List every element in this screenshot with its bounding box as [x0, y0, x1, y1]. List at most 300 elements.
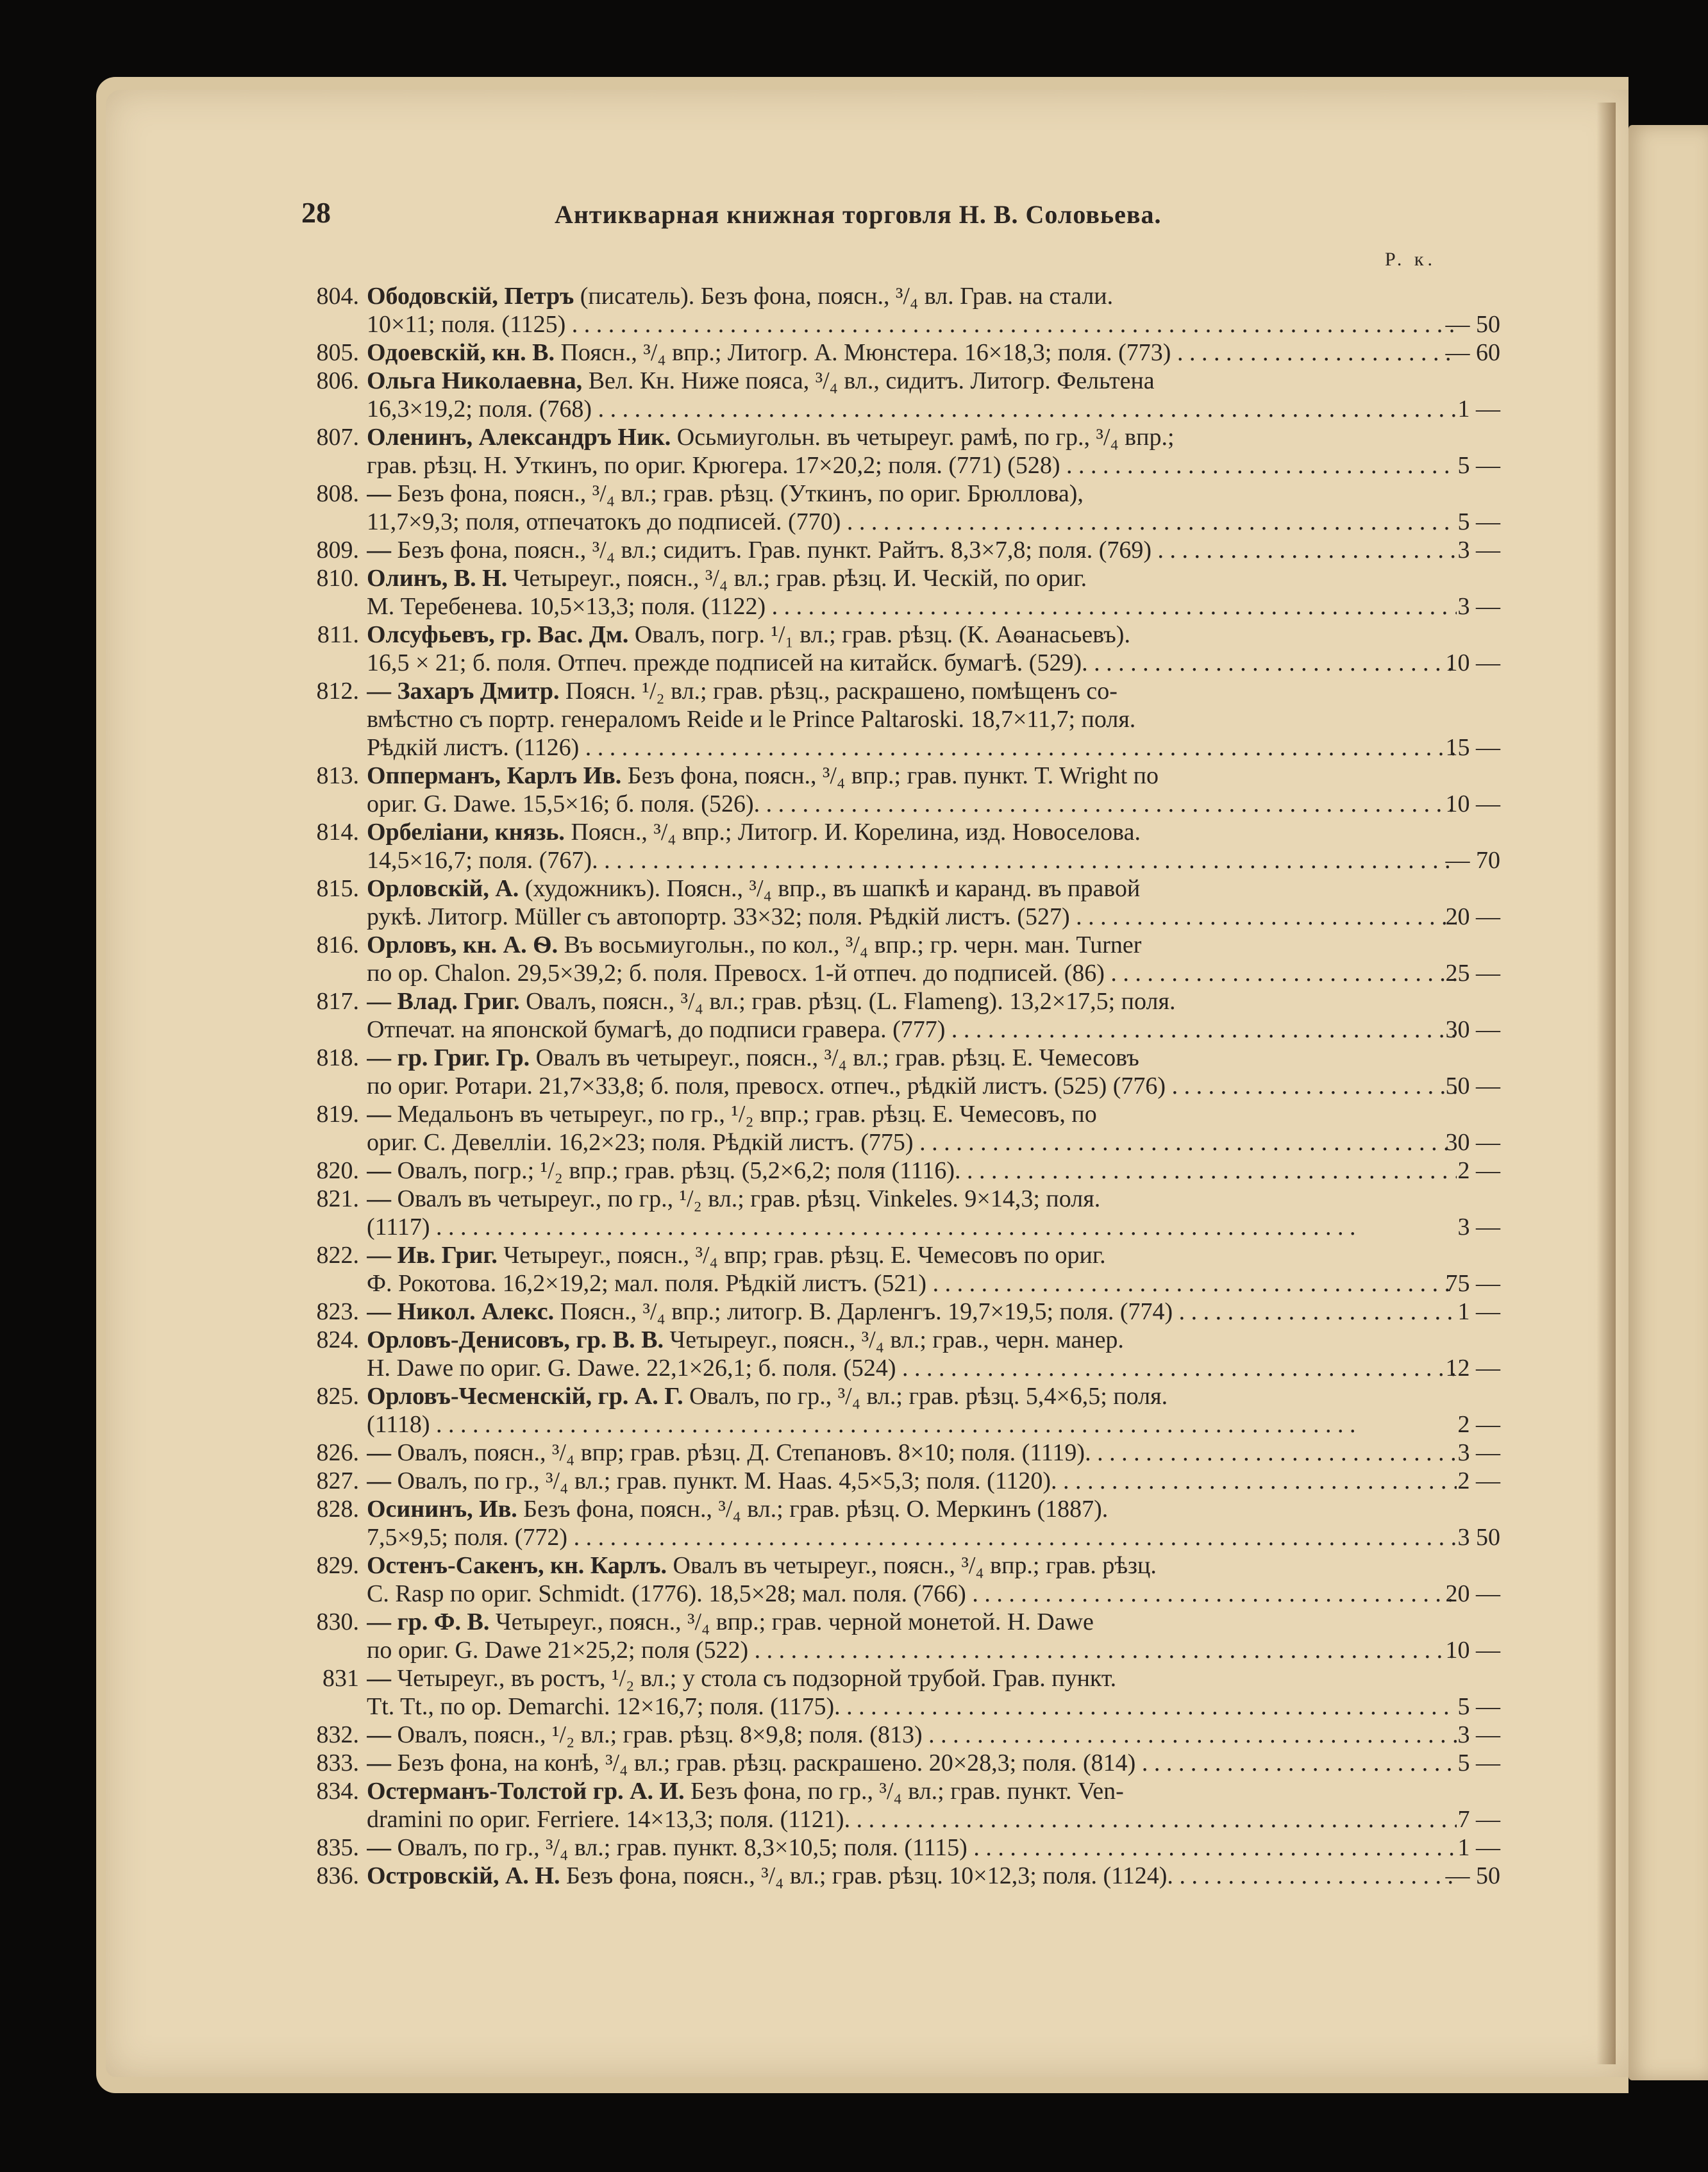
- entry-text: [367, 1439, 1457, 1467]
- entry-line: [295, 677, 1577, 705]
- entry-description: грав. рѣзц. Н. Уткинъ, по ориг. Крюгера. 17×20,2; поля. (771) (528): [367, 452, 1060, 479]
- entry-name: Оленинъ, Александръ Ник.: [367, 424, 677, 451]
- entry-name: — Влад. Григ.: [367, 988, 526, 1015]
- entry-description: по ориг. Ротари. 21,7×33,8; б. поля, превосх. отпеч., рѣдкій листъ. (525) (776): [367, 1073, 1166, 1099]
- catalog-entry: [295, 1241, 1577, 1298]
- entry-name: Орбеліани, князь.: [367, 819, 571, 846]
- entry-number: 811.: [317, 621, 359, 648]
- entry-text: [367, 1241, 1457, 1269]
- entry-text: [367, 367, 1457, 395]
- entry-text: [367, 1044, 1457, 1072]
- entry-description: 16,3×19,2; поля. (768): [367, 396, 592, 422]
- entry-description: Четыреуг., въ ростъ, ¹/₂ вл.; у стола съ подзорной трубой. Грав. пункт.: [397, 1665, 1117, 1692]
- entry-line: [295, 1354, 1577, 1382]
- entry-description: Безъ фона, поясн., ³/₄ вл.; грав. рѣзц. О. Меркинъ (1887).: [523, 1496, 1109, 1523]
- entry-description: (писатель). Безъ фона, поясн., ³/₄ вл. Грав. на стали.: [580, 283, 1114, 310]
- entry-description: H. Dawe по ориг. G. Dawe. 22,1×26,1; б. поля. (524): [367, 1355, 896, 1382]
- entry-description: dramini по ориг. Ferriere. 14×13,3; поля. (1121).: [367, 1806, 851, 1833]
- entry-number: 827.: [316, 1467, 359, 1494]
- entry-text: [367, 1664, 1457, 1692]
- entry-name: Ободовскій, Петръ: [367, 283, 580, 310]
- entry-description: Овалъ, по гр., ³/₄ вл.; грав. пункт. М. Haas. 4,5×5,3; поля. (1120).: [397, 1467, 1057, 1494]
- catalog-entry: [295, 1100, 1577, 1157]
- catalog-entry: [295, 1298, 1577, 1326]
- entry-name: Остерманъ-Толстой гр. А. И.: [367, 1778, 691, 1805]
- entry-text: [367, 762, 1457, 790]
- page-header: [301, 196, 1359, 240]
- entry-line: [295, 649, 1577, 677]
- entry-line: [295, 480, 1577, 508]
- entry-text: [367, 1157, 1457, 1185]
- entry-text: [367, 536, 1457, 564]
- entry-line: [295, 1608, 1577, 1636]
- entry-number: 804.: [316, 283, 359, 310]
- entry-number: 830.: [316, 1608, 359, 1635]
- entry-text: [367, 1326, 1457, 1354]
- catalog-entry: [295, 282, 1577, 338]
- entry-description: Безъ фона, поясн., ³/₄ вл.; грав. рѣзц. (Уткинъ, по ориг. Брюллова),: [397, 480, 1084, 507]
- catalog-entry: [295, 564, 1577, 621]
- entry-line: [295, 1185, 1577, 1213]
- entry-name: —: [367, 1665, 398, 1692]
- entry-description: ориг. С. Девелліи. 16,2×23; поля. Рѣдкій листъ. (775): [367, 1129, 914, 1156]
- entry-text: [367, 1636, 1457, 1664]
- entry-description: Овалъ, погр. ¹/₁ вл.; грав. рѣзц. (К. Аѳанасьевъ).: [634, 621, 1130, 648]
- entry-text: [367, 874, 1457, 903]
- entry-name: Орловъ, кн. А. Ѳ.: [367, 931, 564, 958]
- entry-text: [367, 733, 1457, 762]
- entry-text: [367, 1015, 1457, 1044]
- entry-text: [367, 1551, 1457, 1580]
- entry-text: [367, 903, 1457, 931]
- entry-line: [295, 451, 1577, 480]
- entry-line: [295, 1721, 1577, 1749]
- entry-number: 825.: [316, 1383, 359, 1410]
- entry-number: 808.: [316, 480, 359, 507]
- entry-line: [295, 508, 1577, 536]
- entry-name: Опперманъ, Карлъ Ив.: [367, 762, 628, 789]
- catalog-entry: [295, 1664, 1577, 1721]
- entry-description: 10×11; поля. (1125): [367, 311, 566, 338]
- entry-name: — Ив. Григ.: [367, 1242, 504, 1269]
- entry-text: [367, 1100, 1457, 1128]
- entry-line: [295, 592, 1577, 621]
- entry-price: — 70: [1445, 847, 1500, 874]
- entry-name: —: [367, 537, 398, 564]
- entry-price: 30 —: [1445, 1129, 1500, 1156]
- entry-number: 810.: [316, 565, 359, 592]
- entry-description: Овалъ въ четыреуг., поясн., ³/₄ впр.; грав. рѣзц.: [673, 1552, 1157, 1579]
- entry-text: [367, 1269, 1457, 1298]
- entry-price: 5 —: [1457, 508, 1500, 535]
- entry-number: 821.: [316, 1185, 359, 1212]
- entry-price: 12 —: [1445, 1355, 1500, 1382]
- catalog-entry: [295, 1777, 1577, 1834]
- entry-number: 816.: [316, 931, 359, 958]
- entry-description: C. Rasp по ориг. Schmidt. (1776). 18,5×28; мал. поля. (766): [367, 1580, 966, 1607]
- entry-name: —: [367, 1185, 398, 1212]
- entry-description: Овалъ, по гр., ³/₄ вл.; грав. рѣзц. 5,4×6,5; поля.: [689, 1383, 1168, 1410]
- entry-text: [367, 1692, 1457, 1721]
- entry-text: [367, 395, 1457, 423]
- entry-name: Остенъ-Сакенъ, кн. Карлъ.: [367, 1552, 673, 1579]
- entry-description: Овалъ, поясн., ³/₄ вл.; грав. рѣзц. (L. Flameng). 13,2×17,5; поля.: [526, 988, 1176, 1015]
- entry-number: 828.: [316, 1496, 359, 1523]
- entry-text: [367, 1862, 1457, 1890]
- entry-description: Поясн., ³/₄ впр.; литогр. В. Дарленгъ. 19,7×19,5; поля. (774): [560, 1298, 1173, 1325]
- entry-text: [367, 1410, 1457, 1439]
- entry-line: [295, 1636, 1577, 1664]
- catalog-entries: [295, 282, 1577, 1890]
- entry-description: Овалъ, по гр., ³/₄ вл.; грав. пункт. 8,3×10,5; поля. (1115): [397, 1834, 967, 1861]
- entry-description: Четыреуг., поясн., ³/₄ вл.; грав. рѣзц. И. Ческій, по ориг.: [513, 565, 1087, 592]
- catalog-entry: [295, 1721, 1577, 1749]
- entry-line: [295, 1749, 1577, 1777]
- entry-name: —: [367, 1439, 398, 1466]
- entry-price: 2 —: [1457, 1157, 1500, 1184]
- entry-line: [295, 1777, 1577, 1805]
- entry-description: 14,5×16,7; поля. (767).: [367, 847, 598, 874]
- entry-text: [367, 846, 1457, 874]
- facing-page-edge: [1628, 125, 1708, 2080]
- entry-number: 835.: [316, 1834, 359, 1861]
- entry-description: рукѣ. Литогр. Müller съ автопортр. 33×32; поля. Рѣдкій листъ. (527): [367, 903, 1070, 930]
- catalog-entry: [295, 1467, 1577, 1495]
- catalog-entry: [295, 931, 1577, 987]
- entry-line: [295, 931, 1577, 959]
- entry-text: [367, 338, 1457, 367]
- entry-text: [367, 508, 1457, 536]
- catalog-entry: [295, 818, 1577, 874]
- catalog-entry: [295, 1834, 1577, 1862]
- entry-text: [367, 1749, 1457, 1777]
- entry-line: [295, 1551, 1577, 1580]
- entry-description: Медальонъ въ четыреуг., по гр., ¹/₂ впр.; грав. рѣзц. Е. Чемесовъ, по: [397, 1101, 1097, 1128]
- entry-number: 829.: [316, 1552, 359, 1579]
- entry-price: 1 —: [1457, 396, 1500, 422]
- entry-price: 5 —: [1457, 1750, 1500, 1776]
- entry-number: 809.: [316, 537, 359, 564]
- entry-line: [295, 282, 1577, 310]
- catalog-entry: [295, 987, 1577, 1044]
- entry-line: [295, 1862, 1577, 1890]
- entry-description: Овалъ въ четыреуг., по гр., ¹/₂ вл.; грав. рѣзц. Vinkeles. 9×14,3; поля.: [397, 1185, 1101, 1212]
- entry-line: [295, 1692, 1577, 1721]
- entry-line: [295, 1805, 1577, 1834]
- entry-price: 3 —: [1457, 593, 1500, 620]
- entry-name: Одоевскій, кн. В.: [367, 339, 561, 366]
- entry-line: [295, 1382, 1577, 1410]
- entry-description: Овалъ въ четыреуг., поясн., ³/₄ вл.; грав. рѣзц. Е. Чемесовъ: [535, 1044, 1139, 1071]
- entry-description: (1118): [367, 1411, 430, 1438]
- entry-description: Осьмиугольн. въ четыреуг. рамѣ, по гр., ³/₄ впр.;: [676, 424, 1175, 451]
- entry-line: [295, 903, 1577, 931]
- entry-number: 818.: [316, 1044, 359, 1071]
- page-gutter: [1596, 103, 1616, 2064]
- running-title: Антикварная книжная торговля Н. В. Соловьева.: [555, 200, 1162, 229]
- entry-line: [295, 874, 1577, 903]
- entry-line: [295, 1439, 1577, 1467]
- entry-price: 5 —: [1457, 1693, 1500, 1720]
- entry-line: [295, 310, 1577, 338]
- entry-description: ориг. G. Dawe. 15,5×16; б. поля. (526).: [367, 790, 760, 817]
- entry-price: — 60: [1445, 339, 1500, 366]
- entry-name: Островскій, А. Н.: [367, 1862, 566, 1889]
- entry-description: Поясн., ³/₄ впр.; Литогр. А. Мюнстера. 16×18,3; поля. (773): [560, 339, 1171, 366]
- entry-line: [295, 1241, 1577, 1269]
- entry-text: [367, 931, 1457, 959]
- catalog-entry: [295, 1439, 1577, 1467]
- catalog-entry: [295, 1044, 1577, 1100]
- entry-price: 1 —: [1457, 1298, 1500, 1325]
- catalog-entry: [295, 874, 1577, 931]
- entry-price: 30 —: [1445, 1016, 1500, 1043]
- entry-text: [367, 423, 1457, 451]
- entry-line: [295, 987, 1577, 1015]
- entry-price: 10 —: [1445, 1637, 1500, 1664]
- entry-description: Овалъ, погр.; ¹/₂ впр.; грав. рѣзц. (5,2×6,2; поля (1116).: [397, 1157, 961, 1184]
- entry-description: (1117): [367, 1214, 430, 1241]
- entry-description: Овалъ, поясн., ¹/₂ вл.; грав. рѣзц. 8×9,8; поля. (813): [397, 1721, 923, 1748]
- entry-line: [295, 1523, 1577, 1551]
- entry-price: 7 —: [1457, 1806, 1500, 1833]
- entry-line: [295, 1269, 1577, 1298]
- entry-text: [367, 1467, 1457, 1495]
- entry-price: 3 —: [1457, 1721, 1500, 1748]
- entry-line: [295, 1298, 1577, 1326]
- entry-description: Безъ фона, поясн., ³/₄ вл.; сидитъ. Грав. пункт. Райтъ. 8,3×7,8; поля. (769): [397, 537, 1151, 564]
- entry-number: 817.: [316, 988, 359, 1015]
- entry-text: [367, 1721, 1457, 1749]
- catalog-entry: [295, 1326, 1577, 1382]
- entry-name: Олинъ, В. Н.: [367, 565, 514, 592]
- entry-description: (художникъ). Поясн., ³/₄ впр., въ шапкѣ и каранд. въ правой: [524, 875, 1141, 902]
- entry-description: Въ восьмиугольн., по кол., ³/₄ впр.; гр. черн. ман. Turner: [564, 931, 1142, 958]
- page-number: 28: [301, 196, 331, 229]
- entry-description: Вел. Кн. Ниже пояса, ³/₄ вл., сидитъ. Литогр. Фельтена: [588, 367, 1155, 394]
- entry-number: 826.: [316, 1439, 359, 1466]
- entry-name: — гр. Ф. В.: [367, 1608, 496, 1635]
- entry-text: [367, 1805, 1457, 1834]
- entry-text: [367, 1128, 1457, 1157]
- catalog-entry: [295, 480, 1577, 536]
- catalog-entry: [295, 1608, 1577, 1664]
- entry-number: 813.: [316, 762, 359, 789]
- entry-number: 806.: [316, 367, 359, 394]
- entry-text: [367, 1072, 1457, 1100]
- catalog-entry: [295, 677, 1577, 762]
- entry-line: [295, 1213, 1577, 1241]
- entry-name: Орловскій, А.: [367, 875, 525, 902]
- entry-description: вмѣстно съ портр. генераломъ Reide и le Prince Paltaroski. 18,7×11,7; поля.: [367, 706, 1136, 733]
- entry-line: [295, 1015, 1577, 1044]
- entry-name: —: [367, 1101, 398, 1128]
- entry-description: Поясн., ³/₄ впр.; Литогр. И. Корелина, изд. Новоселова.: [571, 819, 1141, 846]
- entry-line: [295, 367, 1577, 395]
- entry-price: 10 —: [1445, 649, 1500, 676]
- entry-number: 831: [322, 1665, 359, 1692]
- entry-price: 3 —: [1457, 537, 1500, 564]
- entry-text: [367, 1213, 1457, 1241]
- catalog-entry: [295, 1185, 1577, 1241]
- entry-description: 7,5×9,5; поля. (772): [367, 1524, 568, 1551]
- entry-number: 819.: [316, 1101, 359, 1128]
- entry-number: 807.: [316, 424, 359, 451]
- entry-number: 822.: [316, 1242, 359, 1269]
- entry-description: Безъ фона, поясн., ³/₄ впр.; грав. пункт. T. Wright по: [627, 762, 1159, 789]
- entry-line: [295, 959, 1577, 987]
- entry-price: 5 —: [1457, 452, 1500, 479]
- entry-description: Tt. Tt., по ор. Demarchi. 12×16,7; поля. (1175).: [367, 1693, 841, 1720]
- entry-line: [295, 1664, 1577, 1692]
- catalog-entry: [295, 423, 1577, 480]
- entry-price: 20 —: [1445, 903, 1500, 930]
- entry-name: —: [367, 1750, 398, 1776]
- entry-number: 833.: [316, 1750, 359, 1776]
- entry-description: Рѣдкій листъ. (1126): [367, 734, 580, 761]
- entry-text: [367, 1298, 1457, 1326]
- entry-line: [295, 1072, 1577, 1100]
- entry-text: [367, 1523, 1457, 1551]
- entry-description: Ф. Рокотова. 16,2×19,2; мал. поля. Рѣдкій листъ. (521): [367, 1270, 927, 1297]
- entry-line: [295, 790, 1577, 818]
- entry-name: —: [367, 1467, 398, 1494]
- entry-line: [295, 1044, 1577, 1072]
- entry-name: — Захаръ Дмитр.: [367, 678, 566, 705]
- entry-text: [367, 677, 1457, 705]
- entry-number: 815.: [316, 875, 359, 902]
- entry-line: [295, 705, 1577, 733]
- entry-number: 823.: [316, 1298, 359, 1325]
- catalog-entry: [295, 621, 1577, 677]
- entry-number: 812.: [316, 678, 359, 705]
- entry-text: [367, 480, 1457, 508]
- entry-line: [295, 1467, 1577, 1495]
- entry-text: [367, 1608, 1457, 1636]
- entry-text: [367, 1495, 1457, 1523]
- catalog-entry: [295, 367, 1577, 423]
- entry-text: [367, 621, 1457, 649]
- entry-price: — 50: [1445, 311, 1500, 338]
- entry-number: 834.: [316, 1778, 359, 1805]
- entry-line: [295, 733, 1577, 762]
- entry-text: [367, 987, 1457, 1015]
- catalog-entry: [295, 762, 1577, 818]
- entry-text: [367, 959, 1457, 987]
- catalog-entry: [295, 1749, 1577, 1777]
- entry-description: 16,5 × 21; б. поля. Отпеч. прежде подписей на китайск. бумагѣ. (529).: [367, 649, 1088, 676]
- entry-price: — 50: [1445, 1862, 1500, 1889]
- entry-name: Орловъ-Денисовъ, гр. В. В.: [367, 1326, 670, 1353]
- entry-number: 836.: [316, 1862, 359, 1889]
- catalog-entry: [295, 536, 1577, 564]
- entry-price: 1 —: [1457, 1834, 1500, 1861]
- catalog-entry: [295, 1495, 1577, 1551]
- entry-line: [295, 621, 1577, 649]
- entry-name: —: [367, 480, 398, 507]
- entry-name: —: [367, 1834, 398, 1861]
- entry-name: Ольга Николаевна,: [367, 367, 589, 394]
- entry-description: Поясн. ¹/₂ вл.; грав. рѣзц., раскрашено, помѣщенъ со-: [565, 678, 1118, 705]
- entry-number: 824.: [316, 1326, 359, 1353]
- entry-name: —: [367, 1721, 398, 1748]
- entry-line: [295, 1326, 1577, 1354]
- entry-price: 2 —: [1457, 1411, 1500, 1438]
- catalog-entry: [295, 338, 1577, 367]
- catalog-entry: [295, 1157, 1577, 1185]
- catalog-entry: [295, 1862, 1577, 1890]
- entry-price: 50 —: [1445, 1073, 1500, 1099]
- entry-name: Осининъ, Ив.: [367, 1496, 524, 1523]
- entry-price: 75 —: [1445, 1270, 1500, 1297]
- entry-line: [295, 1580, 1577, 1608]
- entry-text: [367, 818, 1457, 846]
- entry-text: [367, 1777, 1457, 1805]
- entry-line: [295, 1495, 1577, 1523]
- entry-text: [367, 1354, 1457, 1382]
- entry-description: Безъ фона, на конѣ, ³/₄ вл.; грав. рѣзц. раскрашено. 20×28,3; поля. (814): [397, 1750, 1136, 1776]
- entry-name: Олсуфьевъ, гр. Вас. Дм.: [367, 621, 635, 648]
- entry-text: [367, 1382, 1457, 1410]
- entry-line: [295, 1834, 1577, 1862]
- entry-line: [295, 846, 1577, 874]
- entry-text: [367, 310, 1457, 338]
- entry-price: 10 —: [1445, 790, 1500, 817]
- entry-description: 11,7×9,3; поля, отпечатокъ до подписей. (770): [367, 508, 841, 535]
- catalog-entry: [295, 1551, 1577, 1608]
- entry-line: [295, 1128, 1577, 1157]
- entry-name: — Никол. Алекс.: [367, 1298, 560, 1325]
- entry-line: [295, 762, 1577, 790]
- entry-text: [367, 451, 1457, 480]
- entry-description: Четыреуг., поясн., ³/₄ впр; грав. рѣзц. Е. Чемесовъ по ориг.: [503, 1242, 1106, 1269]
- entry-name: —: [367, 1157, 398, 1184]
- entry-description: Безъ фона, по гр., ³/₄ вл.; грав. пункт. Ven-: [691, 1778, 1124, 1805]
- entry-description: Отпечат. на японской бумагѣ, до подписи гравера. (777): [367, 1016, 946, 1043]
- entry-name: — гр. Григ. Гр.: [367, 1044, 536, 1071]
- entry-line: [295, 1410, 1577, 1439]
- entry-description: Безъ фона, поясн., ³/₄ вл.; грав. рѣзц. 10×12,3; поля. (1124).: [565, 1862, 1173, 1889]
- entry-description: по ориг. G. Dawe 21×25,2; поля (522): [367, 1637, 749, 1664]
- entry-text: [367, 1580, 1457, 1608]
- entry-line: [295, 1100, 1577, 1128]
- entry-description: по ор. Chalon. 29,5×39,2; б. поля. Превосх. 1-й отпеч. до подписей. (86): [367, 960, 1105, 987]
- entry-line: [295, 338, 1577, 367]
- entry-description: М. Теребенева. 10,5×13,3; поля. (1122): [367, 593, 766, 620]
- entry-text: [367, 282, 1457, 310]
- entry-price: 15 —: [1445, 734, 1500, 761]
- price-column-heading: Р. к.: [1385, 249, 1437, 270]
- entry-line: [295, 1157, 1577, 1185]
- entry-description: Четыреуг., поясн., ³/₄ впр.; грав. черной монетой. H. Dawe: [495, 1608, 1094, 1635]
- entry-number: 832.: [316, 1721, 359, 1748]
- entry-price: 3 —: [1457, 1214, 1500, 1241]
- entry-price: 2 —: [1457, 1467, 1500, 1494]
- entry-text: [367, 592, 1457, 621]
- entry-line: [295, 395, 1577, 423]
- entry-price: 3 —: [1457, 1439, 1500, 1466]
- entry-number: 820.: [316, 1157, 359, 1184]
- entry-line: [295, 564, 1577, 592]
- entry-number: 814.: [316, 819, 359, 846]
- entry-text: [367, 649, 1457, 677]
- entry-price: 20 —: [1445, 1580, 1500, 1607]
- entry-description: Овалъ, поясн., ³/₄ впр; грав. рѣзц. Д. Степановъ. 8×10; поля. (1119).: [397, 1439, 1091, 1466]
- entry-line: [295, 423, 1577, 451]
- entry-description: Четыреуг., поясн., ³/₄ вл.; грав., черн. манер.: [669, 1326, 1124, 1353]
- entry-text: [367, 1834, 1457, 1862]
- entry-line: [295, 818, 1577, 846]
